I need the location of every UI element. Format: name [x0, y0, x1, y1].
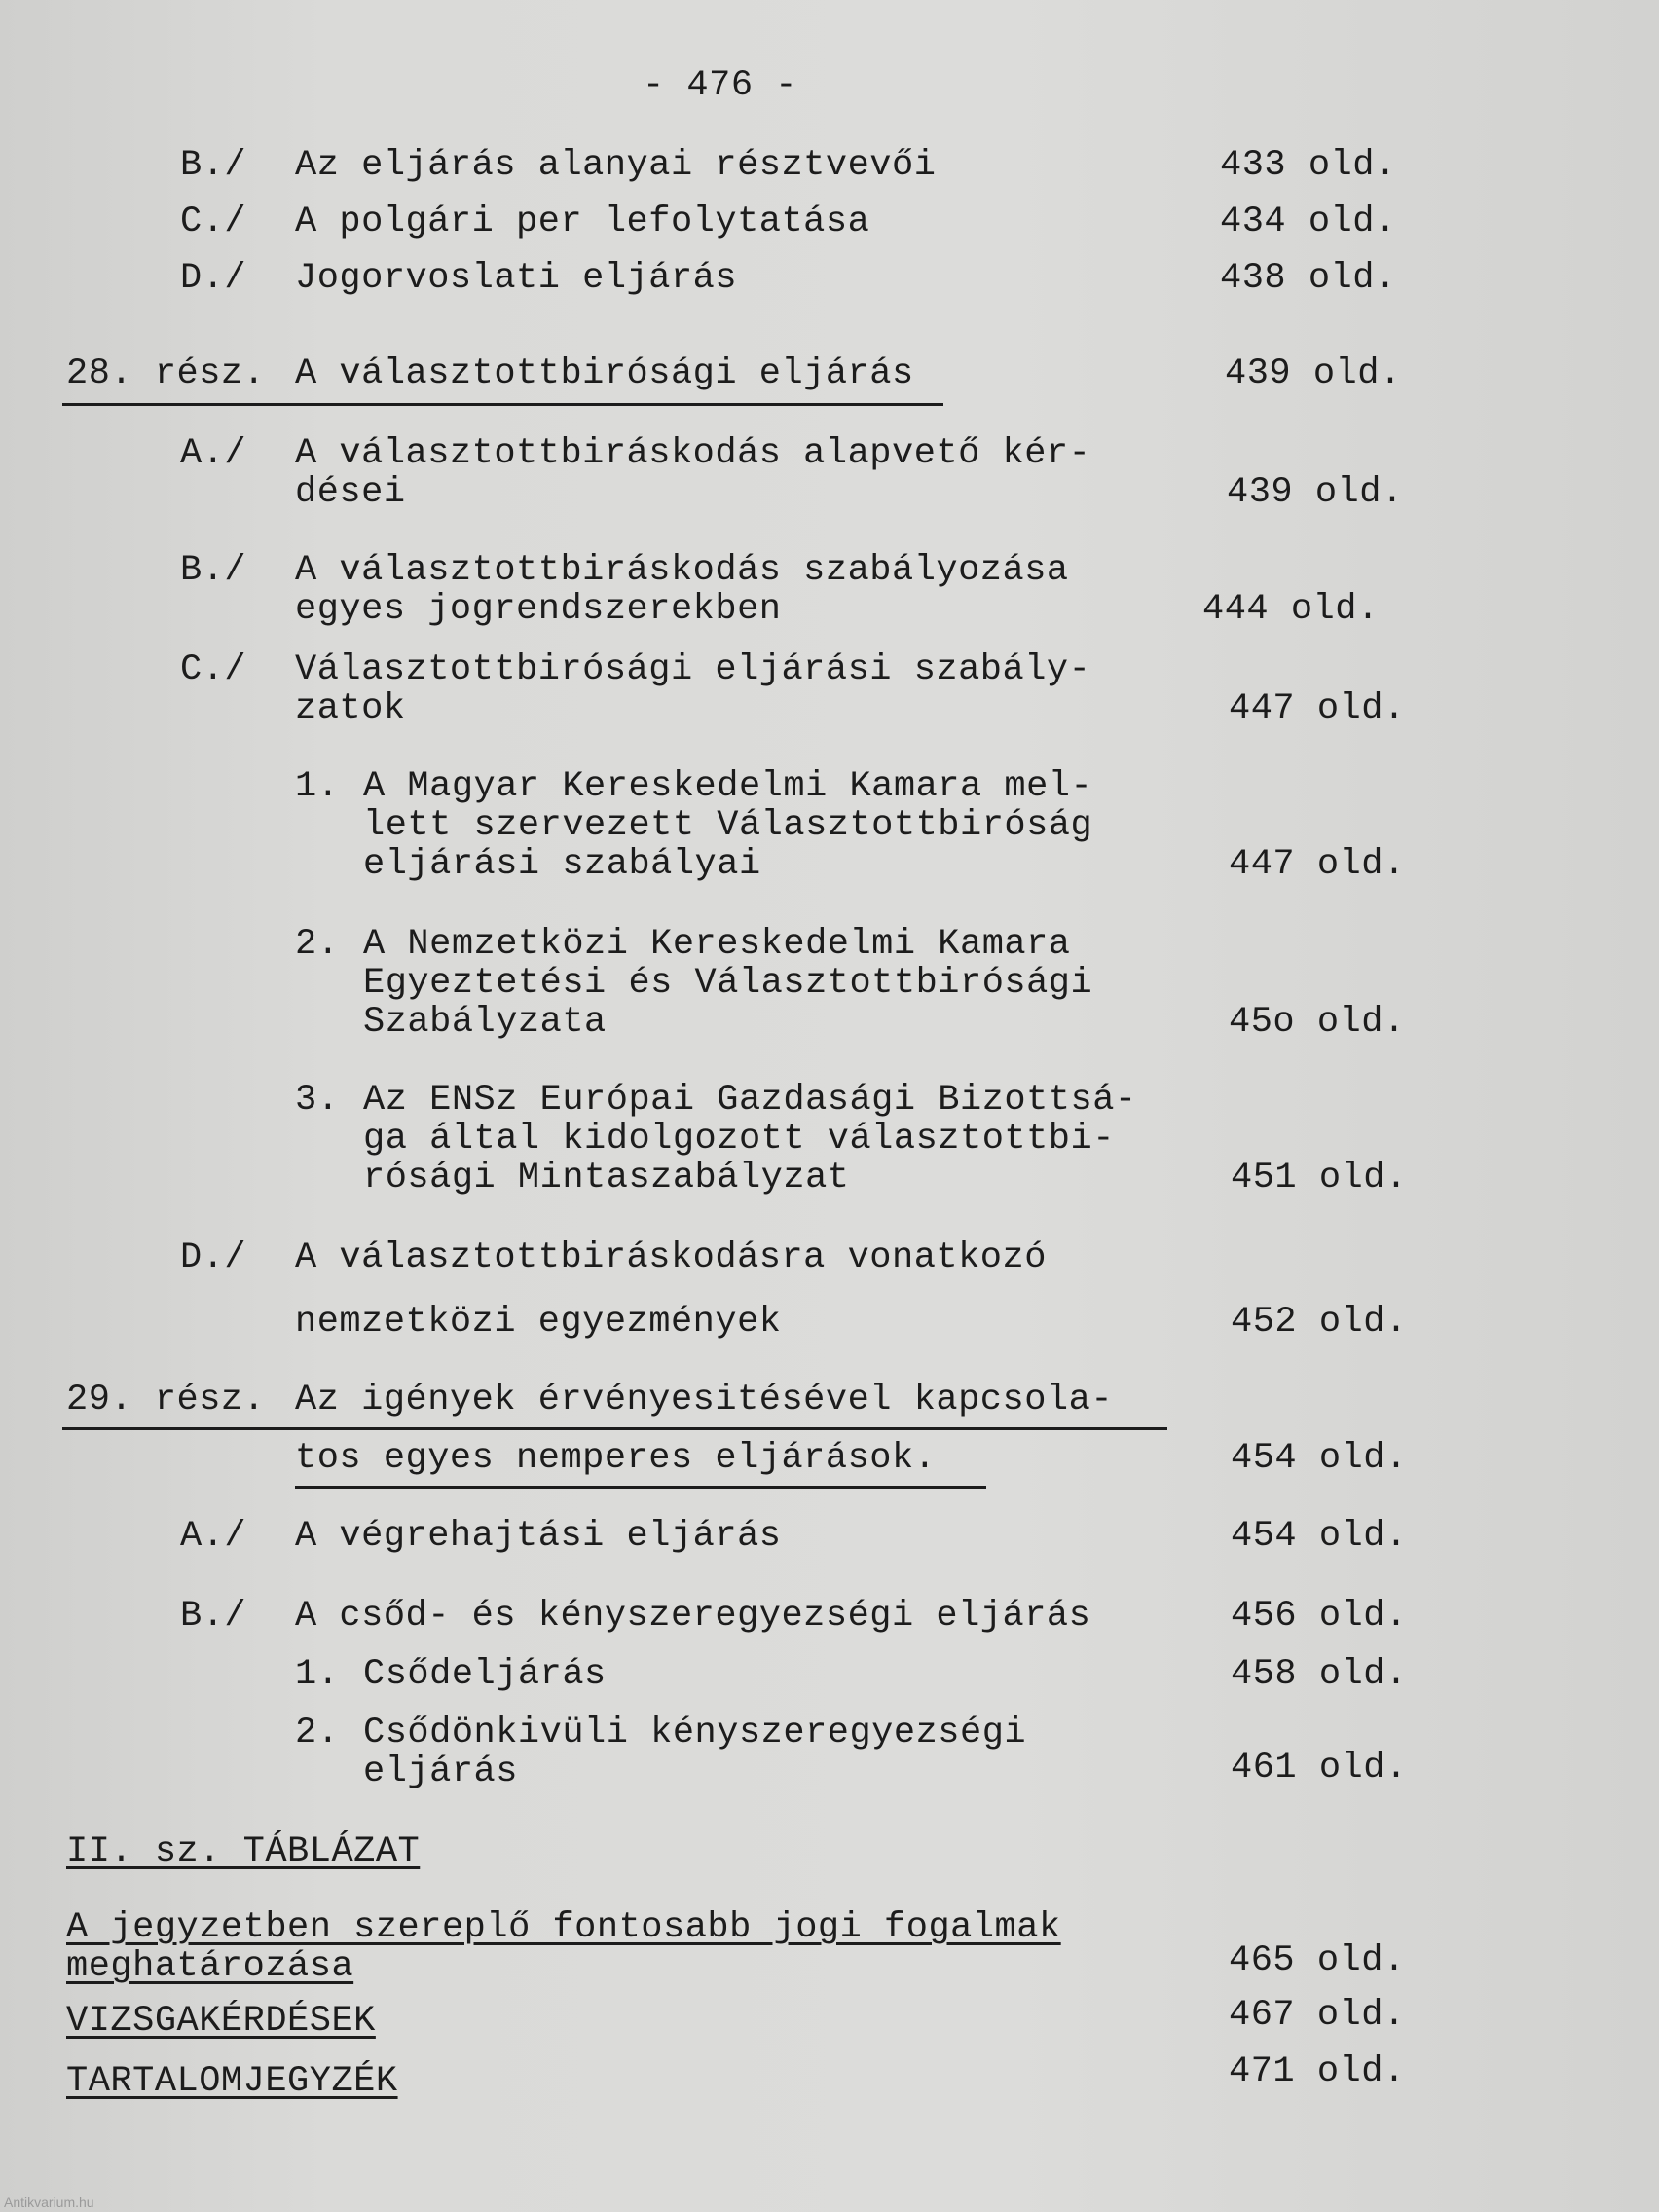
entry-label: D./	[180, 258, 247, 299]
entry-title-line: A választottbiráskodás szabályozása	[295, 550, 1069, 591]
entry-label: B./	[180, 145, 247, 186]
entry-title-line: eljárás	[363, 1751, 518, 1792]
entry-title: A polgári per lefolytatása	[295, 202, 870, 242]
entry-page: 452 old.	[1231, 1302, 1408, 1343]
section-underline	[295, 1486, 986, 1489]
heading-line: meghatározása	[66, 1946, 354, 1987]
page-number: - 476 -	[643, 65, 797, 106]
entry-title-line: A Nemzetközi Kereskedelmi Kamara	[363, 924, 1071, 965]
entry-title-line: Az ENSz Európai Gazdasági Bizottsá-	[363, 1080, 1137, 1121]
entry-page: 439 old.	[1225, 353, 1402, 394]
entry-label: A./	[180, 433, 247, 474]
entry-title-line: lett szervezett Választottbiróság	[363, 805, 1093, 846]
entry-title-line: egyes jogrendszerekben	[295, 589, 782, 630]
entry-label: D./	[180, 1237, 247, 1278]
entry-title-line: Választottbirósági eljárási szabály-	[295, 649, 1091, 690]
section-underline	[62, 403, 943, 406]
entry-title-line: A választottbiráskodásra vonatkozó	[295, 1237, 1047, 1278]
entry-title: Az eljárás alanyai résztvevői	[295, 145, 937, 186]
heading-line: A jegyzetben szereplő fontosabb jogi fogalmak	[66, 1907, 1061, 1948]
entry-page: 454 old.	[1231, 1516, 1408, 1557]
entry-label: C./	[180, 202, 247, 242]
entry-title-line: ga által kidolgozott választottbi-	[363, 1119, 1115, 1160]
entry-page: 439 old.	[1227, 472, 1404, 513]
entry-label: B./	[180, 1596, 247, 1637]
entry-page: 461 old.	[1231, 1748, 1408, 1788]
entry-title-line: Csődönkivüli kényszeregyezségi	[363, 1713, 1027, 1753]
entry-page: 465 old.	[1229, 1940, 1406, 1981]
entry-title: A végrehajtási eljárás	[295, 1516, 782, 1557]
section-underline	[62, 1427, 1167, 1430]
entry-title-line: Szabályzata	[363, 1002, 607, 1043]
entry-page: 456 old.	[1231, 1596, 1408, 1637]
watermark: Antikvarium.hu	[4, 2194, 94, 2210]
entry-page: 471 old.	[1229, 2051, 1406, 2092]
entry-title-line: Egyeztetési és Választottbirósági	[363, 963, 1093, 1004]
entry-title-line: dései	[295, 472, 406, 513]
entry-label: 2.	[295, 924, 340, 965]
entry-page: 447 old.	[1229, 844, 1406, 885]
entry-title-line: zatok	[295, 688, 406, 729]
entry-page: 438 old.	[1220, 258, 1397, 299]
entry-label: C./	[180, 649, 247, 690]
entry-label: 3.	[295, 1080, 340, 1121]
section-title-line: tos egyes nemperes eljárások.	[295, 1438, 937, 1479]
section-title-line: Az igények érvényesitésével kapcsola-	[295, 1380, 1114, 1420]
entry-page: 444 old.	[1202, 589, 1380, 630]
entry-page: 433 old.	[1220, 145, 1397, 186]
entry-page: 467 old.	[1229, 1995, 1406, 2036]
entry-page: 447 old.	[1229, 688, 1406, 729]
entry-label: 1.	[295, 766, 340, 807]
entry-title-line: nemzetközi egyezmények	[295, 1302, 782, 1343]
entry-page: 45o old.	[1229, 1002, 1406, 1043]
entry-title: Jogorvoslati eljárás	[295, 258, 738, 299]
entry-title-line: rósági Mintaszabályzat	[363, 1158, 850, 1198]
section-label: 28. rész.	[66, 353, 266, 394]
entry-title-line: A Magyar Kereskedelmi Kamara mel-	[363, 766, 1093, 807]
entry-page: 458 old.	[1231, 1654, 1408, 1695]
entry-label: B./	[180, 550, 247, 591]
entry-label: 2.	[295, 1713, 340, 1753]
entry-title-line: eljárási szabályai	[363, 844, 761, 885]
section-label: 29. rész.	[66, 1380, 266, 1420]
entry-title: Csődeljárás	[363, 1654, 607, 1695]
entry-title: A csőd- és kényszeregyezségi eljárás	[295, 1596, 1091, 1637]
heading-tablazat: II. sz. TÁBLÁZAT	[66, 1831, 421, 1872]
heading-tartalomjegyzek: TARTALOMJEGYZÉK	[66, 2061, 398, 2102]
entry-label: A./	[180, 1516, 247, 1557]
entry-page: 434 old.	[1220, 202, 1397, 242]
entry-title-line: A választottbiráskodás alapvető kér-	[295, 433, 1091, 474]
entry-page: 454 old.	[1231, 1438, 1408, 1479]
entry-label: 1.	[295, 1654, 340, 1695]
entry-page: 451 old.	[1231, 1158, 1408, 1198]
heading-vizsgakerdesek: VIZSGAKÉRDÉSEK	[66, 2001, 376, 2042]
section-title: A választottbirósági eljárás	[295, 353, 914, 394]
